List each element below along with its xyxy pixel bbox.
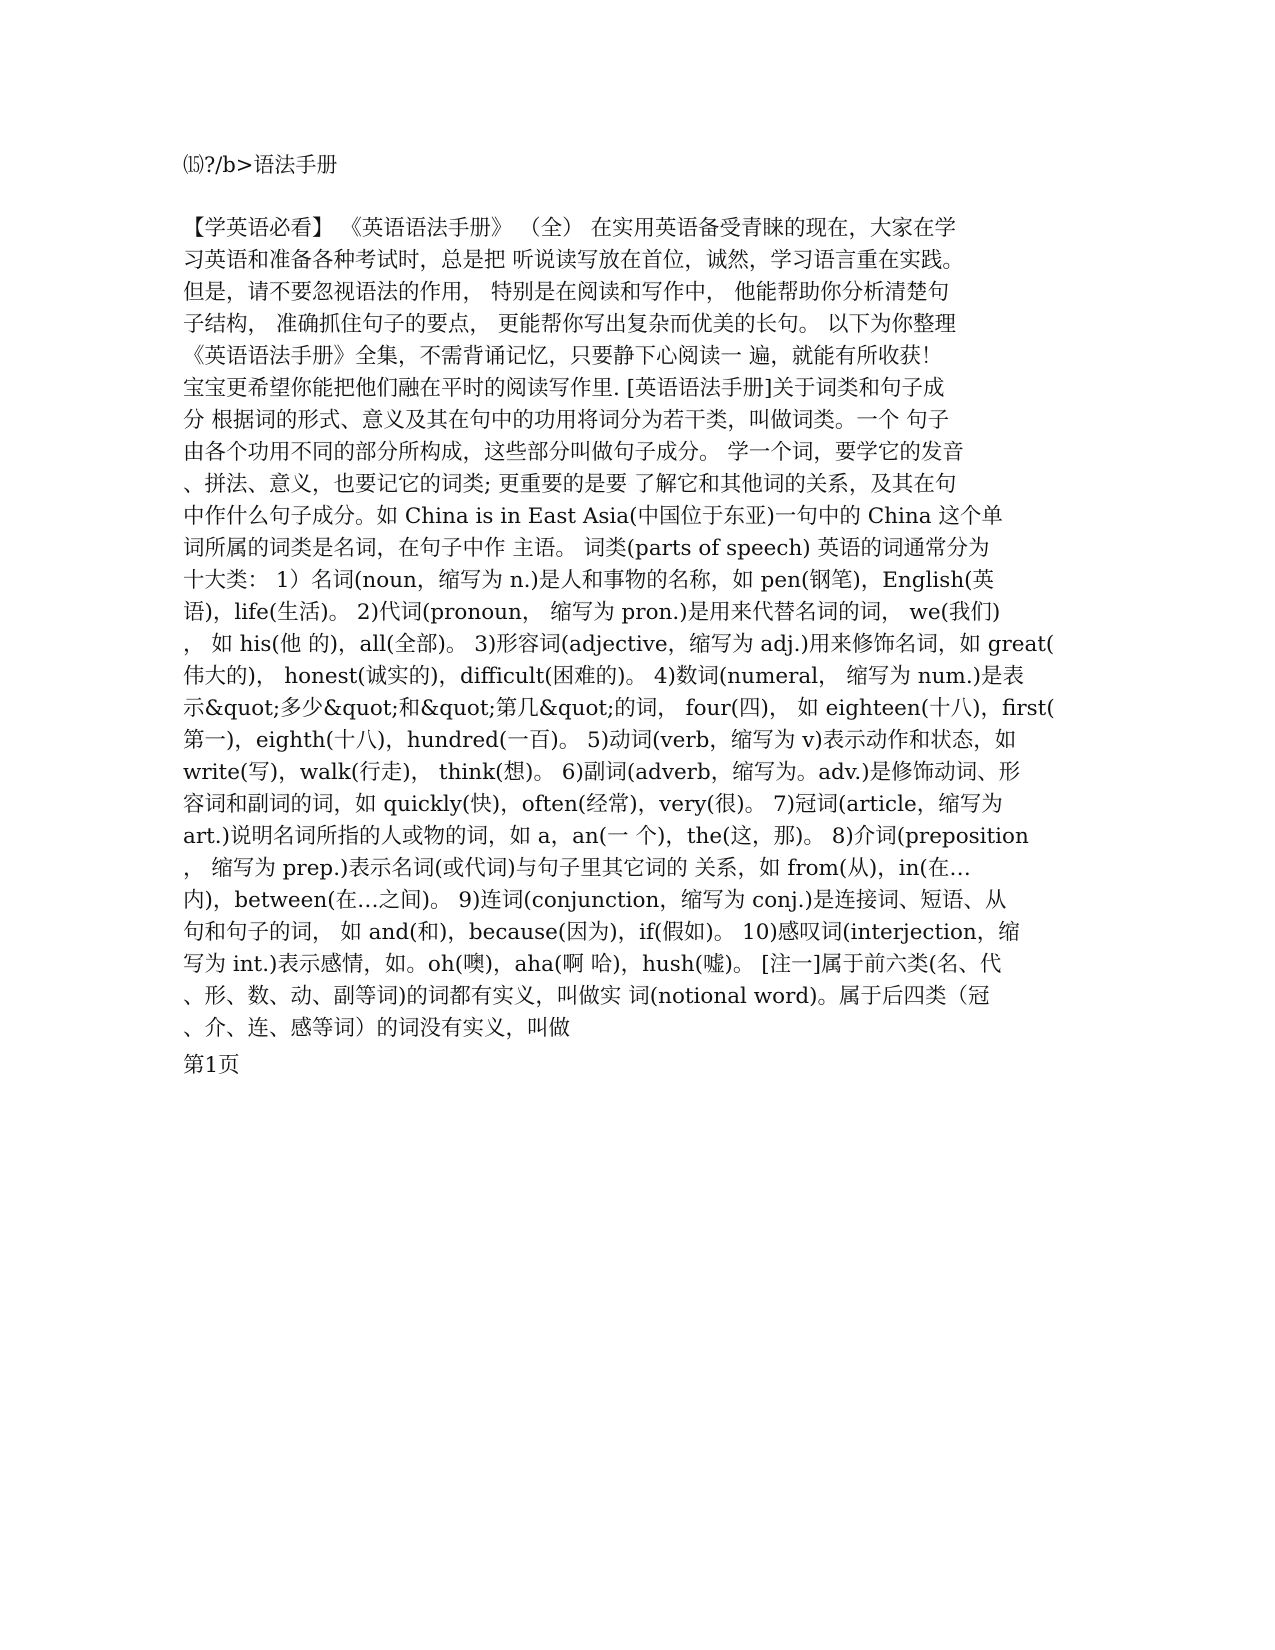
text-line: 伟大的)， honest(诚实的)，difficult(困难的)。 4)数词(numeral， 缩写为 num.)是表 bbox=[183, 664, 1025, 689]
text-line: 内)，between(在…之间)。 9)连词(conjunction，缩写为 conj.)是连接词、短语、从 bbox=[183, 888, 1007, 913]
text-line: 语)，life(生活)。 2)代词(pronoun， 缩写为 pron.)是用来代替名词的词， we(我们) bbox=[183, 600, 1001, 625]
text-line: 中作什么句子成分。如 China is in East Asia(中国位于东亚)一句中的 China 这个单 bbox=[183, 504, 1003, 529]
text-line: ， 缩写为 prep.)表示名词(或代词)与句子里其它词的 关系，如 from(从)，in(在… bbox=[183, 856, 971, 881]
text-line: 词所属的词类是名词，在句子中作 主语。 词类(parts of speech) 英语的词通常分为 bbox=[183, 536, 990, 561]
text-line: ， 如 his(他 的)，all(全部)。 3)形容词(adjective，缩写为 adj.)用来修饰名词，如 great( bbox=[183, 632, 1055, 657]
text-line: 【学英语必看】 《英语语法手册》 （全） 在实用英语备受青睐的现在，大家在学 bbox=[183, 216, 957, 241]
text-line: 第一)，eighth(十八)，hundred(一百)。 5)动词(verb，缩写为 v)表示动作和状态，如 bbox=[183, 728, 1017, 753]
text-line: 、拼法、意义，也要记它的词类; 更重要的是要 了解它和其他词的关系，及其在句 bbox=[183, 472, 957, 497]
text-line: 、介、连、感等词）的词没有实义，叫做 bbox=[183, 1016, 571, 1041]
document-heading: ⒂?/b>语法手册 bbox=[183, 153, 338, 177]
text-line: 由各个功用不同的部分所构成，这些部分叫做句子成分。 学一个词，要学它的发音 bbox=[183, 440, 964, 465]
text-line: 习英语和准备各种考试时，总是把 听说读写放在首位，诚然，学习语言重在实践。 bbox=[183, 248, 964, 273]
text-line: 写为 int.)表示感情，如。oh(噢)，aha(啊 哈)，hush(嘘)。 [注一]属于前六类(名、代 bbox=[183, 952, 1002, 977]
text-line: 宝宝更希望你能把他们融在平时的阅读写作里. [英语语法手册]关于词类和句子成 bbox=[183, 376, 945, 401]
text-line: 容词和副词的词，如 quickly(快)，often(经常)，very(很)。 7)冠词(article，缩写为 bbox=[183, 792, 1003, 817]
text-line: 、形、数、动、副等词)的词都有实义，叫做实 词(notional word)。属于后四类（冠 bbox=[183, 984, 990, 1009]
text-line: art.)说明名词所指的人或物的词，如 a，an(一 个)，the(这，那)。 8)介词(preposition bbox=[183, 824, 1029, 849]
text-line: write(写)，walk(行走)， think(想)。 6)副词(adverb，缩写为。adv.)是修饰动词、形 bbox=[183, 760, 1021, 785]
document-body bbox=[183, 213, 1083, 1045]
text-line: 示&quot;多少&quot;和&quot;第几&quot;的词， four(四)， 如 eighteen(十八)，first( bbox=[183, 696, 1055, 721]
page-number: 第1页 bbox=[183, 1053, 240, 1078]
text-line: 分 根据词的形式、意义及其在句中的功用将词分为若干类，叫做词类。一个 句子 bbox=[183, 408, 950, 433]
text-line: 十大类： 1）名词(noun，缩写为 n.)是人和事物的名称，如 pen(钢笔)，English(英 bbox=[183, 568, 995, 593]
text-line: 但是，请不要忽视语法的作用， 特别是在阅读和写作中， 他能帮助你分析清楚句 bbox=[183, 280, 950, 305]
text-line: 句和句子的词， 如 and(和)，because(因为)，if(假如)。 10)感叹词(interjection，缩 bbox=[183, 920, 1020, 945]
text-line: 《英语语法手册》全集，不需背诵记忆，只要静下心阅读一 遍，就能有所收获！ bbox=[183, 344, 943, 369]
text-line: 子结构， 准确抓住句子的要点， 更能帮你写出复杂而优美的长句。 以下为你整理 bbox=[183, 312, 957, 337]
